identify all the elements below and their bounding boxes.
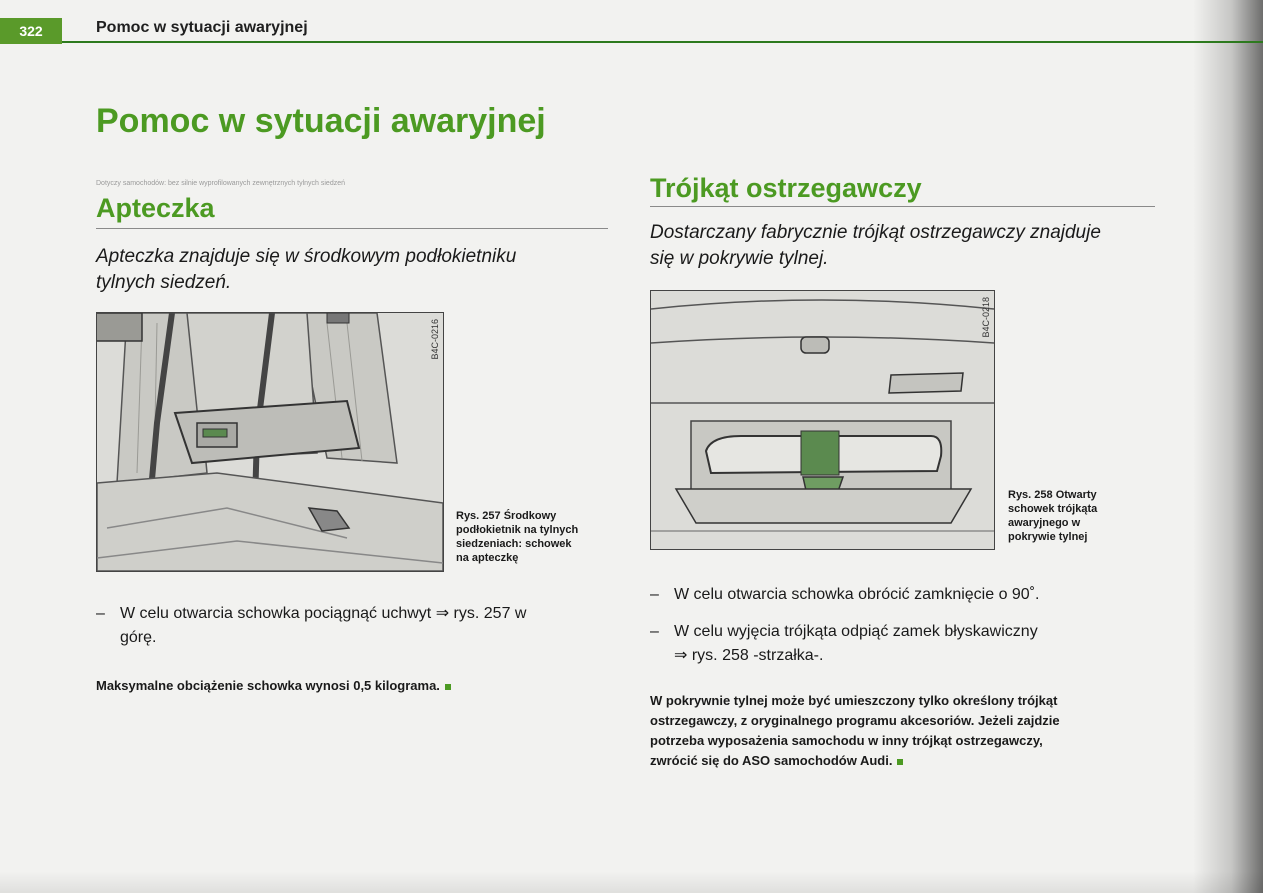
step-text-line-2: ⇒ rys. 258 -strzałka-. — [674, 647, 824, 664]
note-line: ostrzegawczy, z oryginalnego programu akcesoriów. Jeżeli zajdzie — [650, 713, 1060, 728]
step-text: W celu otwarcia schowka obrócić zamknięcie o 90˚. — [674, 586, 1040, 603]
warning-triangle-note — [650, 691, 1060, 771]
caption-line: podłokietnik na tylnych — [456, 524, 579, 536]
figure-code-left: B4C-0216 — [430, 319, 440, 360]
instruction-step — [650, 620, 1170, 668]
figure-code-right: B4C-0218 — [981, 297, 991, 338]
section-rule-right — [650, 206, 1155, 207]
note-line: potrzeba wyposażenia samochodu w inny trójkąt ostrzegawczy, — [650, 733, 1043, 748]
figure-armrest-illustration — [96, 312, 444, 572]
step-dash: – — [96, 605, 105, 622]
note-text: Maksymalne obciążenie schowka wynosi 0,5 kilograma. — [96, 678, 440, 693]
figure-tailgate-illustration — [650, 290, 995, 550]
step-text-line-1: W celu otwarcia schowka pociągnąć uchwyt ⇒ rys. 257 w — [120, 605, 527, 622]
lead-text-line-2: tylnych siedzeń. — [96, 272, 232, 293]
instruction-step — [96, 602, 616, 650]
end-of-section-marker-icon — [445, 684, 451, 690]
caption-line: schowek trójkąta — [1008, 503, 1098, 515]
page-number-badge: 322 — [0, 18, 62, 44]
lead-text-line-2: się w pokrywie tylnej. — [650, 248, 829, 269]
note-line: W pokrywnie tylnej może być umieszczony tylko określony trójkąt — [650, 693, 1058, 708]
caption-line: siedzeniach: schowek — [456, 538, 572, 550]
caption-line: pokrywie tylnej — [1008, 531, 1088, 543]
page-bottom-shade — [0, 871, 1263, 893]
step-text-line-1: W celu wyjęcia trójkąta odpiąć zamek błyskawiczny — [674, 623, 1038, 640]
step-text-line-2: górę. — [120, 629, 157, 646]
step-dash: – — [650, 623, 659, 640]
figure-caption-258 — [1008, 488, 1097, 544]
lead-text-line-1: Apteczka znajduje się w środkowym podłokietniku — [96, 246, 517, 267]
lead-text-line-1: Dostarczany fabrycznie trójkąt ostrzegawczy znajduje — [650, 222, 1101, 243]
instruction-step — [650, 583, 1170, 607]
caption-line: na apteczkę — [456, 552, 519, 564]
section-title-trojkat: Trójkąt ostrzegawczy — [650, 173, 922, 203]
caption-line: awaryjnego w — [1008, 517, 1081, 529]
running-header-title: Pomoc w sytuacji awaryjnej — [96, 19, 308, 36]
section-rule-left — [96, 228, 608, 229]
armrest-drawing — [97, 313, 443, 571]
note-text: zwrócić się do ASO samochodów Audi. — [650, 753, 893, 768]
header-rule — [62, 41, 1263, 43]
load-limit-note — [96, 676, 451, 696]
section-title-apteczka: Apteczka — [96, 193, 215, 223]
step-dash: – — [650, 586, 659, 603]
page-title: Pomoc w sytuacji awaryjnej — [96, 102, 546, 140]
applicability-note: Dotyczy samochodów: bez silnie wyprofilowanych zewnętrznych tylnych siedzeń — [96, 180, 345, 187]
tailgate-drawing — [651, 291, 994, 549]
note-line-last — [650, 751, 1060, 771]
figure-caption-257 — [456, 509, 578, 565]
caption-line: Rys. 258 Otwarty — [1008, 489, 1097, 501]
end-of-section-marker-icon — [897, 759, 903, 765]
page-edge-shadow — [1193, 0, 1263, 893]
caption-line: Rys. 257 Środkowy — [456, 510, 557, 522]
